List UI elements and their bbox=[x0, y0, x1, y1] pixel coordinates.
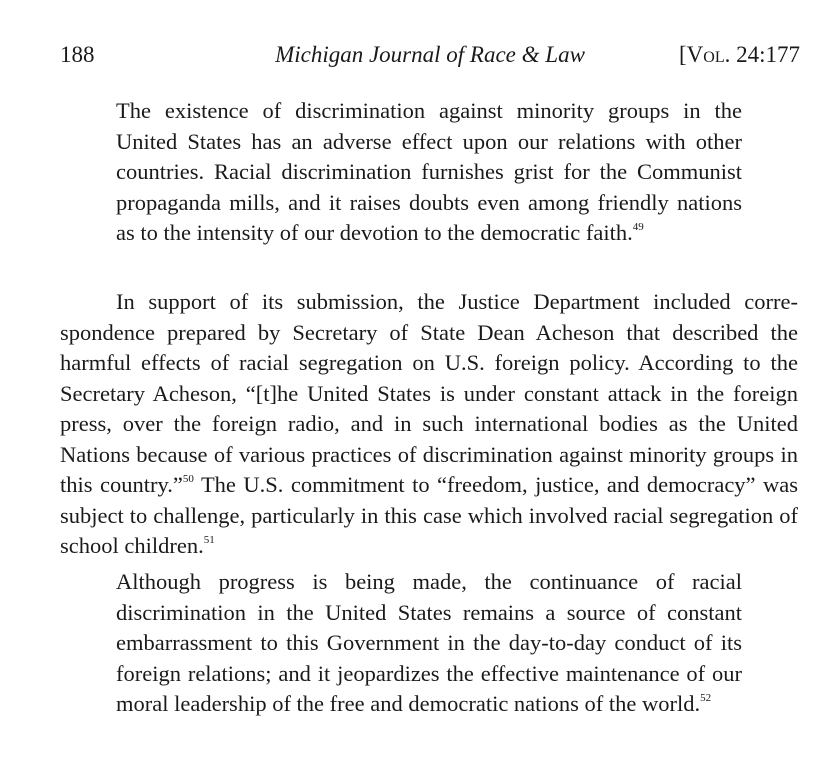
block-quote-1 bbox=[116, 96, 742, 249]
running-header bbox=[60, 42, 800, 76]
body-paragraph bbox=[60, 287, 798, 562]
body-paragraph-text-1: In support of its submission, the Justice Department included correspondence prepared by Secretary of State Dean Acheson that described the harmful effects of racial segregation on U.S. foreign policy. According to the Secretary Acheson, “[t]he United States is under constant attack in the foreign press, over the foreign radio, and in such international bodies as the United Nations because of various practices of discrimination against minority groups in this country.” bbox=[60, 289, 798, 497]
footnote-ref-50: 50 bbox=[182, 472, 194, 485]
volume-number: 24:177 bbox=[736, 42, 800, 67]
footnote-ref-49: 49 bbox=[632, 220, 644, 233]
volume-citation bbox=[679, 42, 800, 68]
footnote-ref-52: 52 bbox=[700, 691, 712, 704]
block-quote-2-text: Although progress is being made, the continuance of racial discrimination in the United States remains a source of constant embarrassment to this Government in the day-to-day conduct of its foreign relations; and it jeopardizes the effective maintenance of our moral leadership of the free and democratic nations of the world. bbox=[116, 569, 742, 716]
body-paragraph-text-2: The U.S. commitment to “freedom, justice, and democracy” was subject to challenge, particularly in this case which involved racial segregation of school children. bbox=[60, 472, 799, 558]
block-quote-1-text: The existence of discrimination against minority groups in the United States has an adverse effect upon our relations with other countries. Racial discrimination furnishes grist for the Communist propaganda mills, and it raises doubts even among friendly nations as to the intensity of our devotion to the democratic faith. bbox=[116, 98, 742, 245]
volume-bracket: [ bbox=[678, 42, 687, 67]
footnote-ref-51: 51 bbox=[203, 533, 215, 546]
block-quote-2 bbox=[116, 567, 742, 720]
journal-title: Michigan Journal of Race & Law bbox=[275, 42, 585, 67]
volume-label: Vol. bbox=[686, 42, 731, 67]
page-number: 188 bbox=[60, 42, 95, 67]
